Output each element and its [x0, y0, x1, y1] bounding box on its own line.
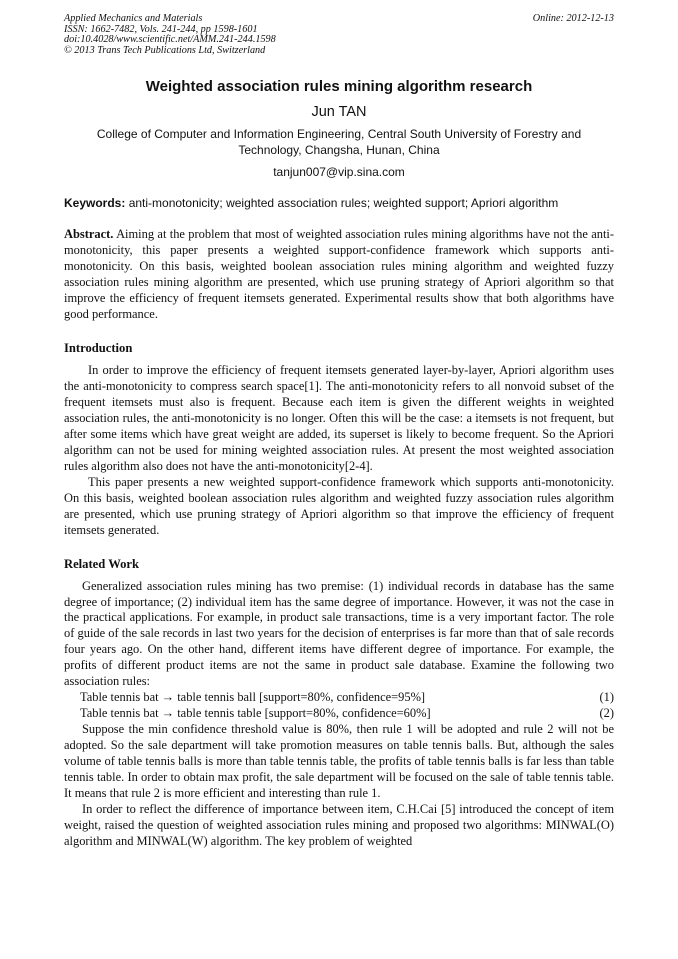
abstract [64, 227, 614, 323]
related-paragraph-1: Generalized association rules mining has two premise: (1) individual records in database has the same degree of importance; (2) individual item has the same degree of importance. However, it was not the case in the practical applications. For example, in product sale transactions, time is a very important factor. The role of guide of the sale records in last two years for the decision of enterprises is far more than that of sale records four years ago. On the other hand, different items have different degree of importance. For example, the profits of different product items are not the same in product sale database. Examine the following two association rules: [64, 578, 614, 689]
introduction-heading: Introduction [64, 341, 133, 356]
intro-paragraph-2: This paper presents a new weighted support-confidence framework which supports anti-monotonicity. On this basis, weighted boolean association rules algorithm and weighted fuzzy association rules algorithm are presented, which use pruning strategy of Apriori algorithm so that improve the efficiency of frequent itemsets generated. [64, 474, 614, 537]
issn-line: ISSN: 1662-7482, Vols. 241-244, pp 1598-1601 [64, 23, 258, 35]
rule-1 [64, 690, 614, 706]
abstract-label: Abstract. [64, 227, 114, 242]
rule-1-number: (1) [599, 690, 614, 705]
related-paragraph-2: Suppose the min confidence threshold value is 80%, then rule 1 will be adopted and rule 2 will not be adopted. So the sale department will take promotion measures on table tennis balls. But, although the sales volume of table tennis balls is more than table tennis table, the profits of table tennis balls is far less than table tennis table. In order to obtain max profit, the sale department will be focused on the sale of table tennis table. It means that rule 2 is more efficient and interesting than rule 1. [64, 722, 614, 800]
online-date: Online: 2012-12-13 [532, 13, 614, 24]
keywords-text: anti-monotonicity; weighted association rules; weighted support; Apriori algorithm [125, 196, 559, 211]
related-work-heading: Related Work [64, 556, 139, 571]
rule-2 [64, 706, 614, 722]
keywords [64, 195, 614, 211]
author-email: tanjun007@vip.sina.com [273, 165, 405, 180]
journal-name: Applied Mechanics and Materials [64, 13, 203, 24]
rule-2-text: Table tennis bat → table tennis table [support=80%, confidence=60%] [80, 706, 431, 721]
author-name: Jun TAN [311, 104, 367, 121]
journal-header [64, 14, 614, 56]
doi-line: doi:10.4028/www.scientific.net/AMM.241-244.1598 [64, 34, 276, 46]
copyright-line: © 2013 Trans Tech Publications Ltd, Switzerland [64, 44, 266, 56]
related-paragraph-3: In order to reflect the difference of importance between item, C.H.Cai [5] introduced the concept of item weight, raised the question of weighted association rules mining and proposed two algorithms: MINWAL(O) algorithm and MINWAL(W) algorithm. The key problem of weighted [64, 801, 614, 848]
intro-paragraph-1: In order to improve the efficiency of frequent itemsets generated layer-by-layer, Apriori algorithm uses the anti-monotonicity to compress search space[1]. The anti-monotonicity refers to all nonvoid subset of the frequent itemsets must also is frequent. Because each item is given the different weights in weighted association rules, the anti-monotonicity is no longer. Often this will be the case: a itemsets is not frequent, but after some items which have great weight are added, its superset is likely to become frequent. So the Apriori algorithm can not be used for mining weighted association rules. At present the most weighted association rules algorithm also does not have the anti-monotonicity[2-4]. [64, 363, 614, 473]
rule-1-text: Table tennis bat → table tennis ball [support=80%, confidence=95%] [80, 690, 426, 705]
rule-2-number: (2) [599, 706, 614, 721]
abstract-text: Aiming at the problem that most of weighted association rules mining algorithms have not the anti-monotonicity, this paper presents a weighted support-confidence framework which supports anti-monotonicity. On this basis, weighted boolean association rules mining algorithm and weighted fuzzy association rules mining algorithm are presented, which use pruning strategy of Apriori algorithm so that improve the efficiency of frequent itemsets generated. Experimental results show that both algorithms have good performance. [64, 227, 614, 322]
keywords-label: Keywords: [64, 196, 126, 211]
paper-page [64, 14, 614, 850]
author-affiliation: College of Computer and Information Engineering, Central South University of Forestry and Technology, Changsha, Hunan, China [96, 127, 582, 158]
paper-title: Weighted association rules mining algorithm research [145, 78, 533, 96]
